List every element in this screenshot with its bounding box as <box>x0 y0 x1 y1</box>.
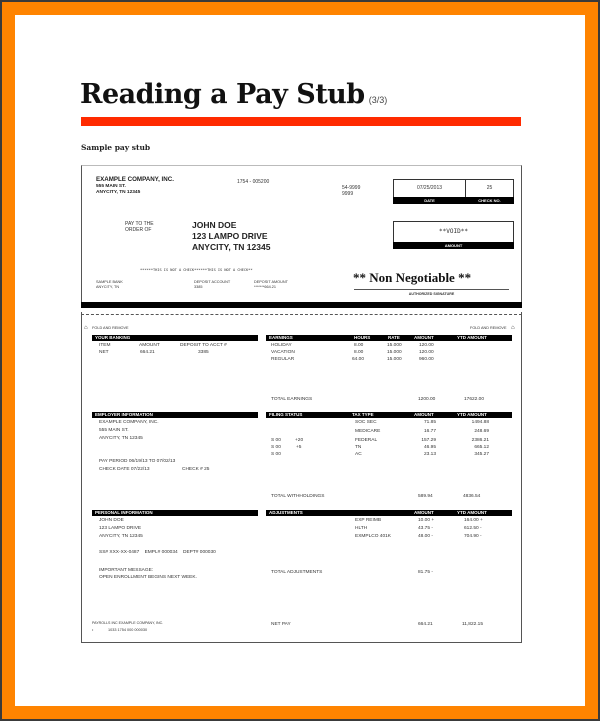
tax-ytd: 665.12 <box>474 445 489 450</box>
page-title: Reading a Pay Stub (3/3) <box>80 79 388 110</box>
check-no-value: 25 <box>486 185 493 191</box>
net-pay-label: NET PAY <box>271 622 291 627</box>
adjustment-ytd: 612.50 - <box>464 526 482 531</box>
pay-stub <box>81 312 522 643</box>
deposit-amount-value: *******664.21 <box>254 285 276 289</box>
payee-name: JOHN DOE <box>192 220 237 230</box>
your-banking-header: YOUR BANKING <box>92 335 258 341</box>
filing-status-allowance: +20 <box>295 438 304 443</box>
tax-ytd: 2386.21 <box>471 438 489 443</box>
routing-top: 54-9999 <box>342 185 361 191</box>
message-label: IMPORTANT MESSAGE: <box>99 568 154 573</box>
earnings-row-label: HOLIDAY <box>271 343 292 348</box>
filing-status-row: S 00 <box>271 452 281 457</box>
tax-amount: 16.77 <box>423 429 436 434</box>
routing-bottom: 9999 <box>342 191 354 197</box>
filing-status-allowance: +5 <box>296 445 302 450</box>
deposit-amount-label: DEPOSIT AMOUNT <box>254 280 288 284</box>
tax-amount: 46.95 <box>423 445 436 450</box>
earnings-row-rate: 15.000 <box>387 350 402 355</box>
total-earnings-amount: 1200.00 <box>418 397 436 402</box>
tax-amount: 71.85 <box>423 420 436 425</box>
adjustment-ytd: 704.90 - <box>464 534 482 539</box>
amount-box <box>393 221 514 243</box>
tax-amount: 157.29 <box>421 438 436 443</box>
footer-line-1: PAYROLLS INC EXAMPLE COMPANY, INC. <box>92 621 164 625</box>
check-no-label: CHECK NO. <box>465 197 514 204</box>
personal-line: ANYCITY, TN 12345 <box>99 534 143 539</box>
total-earnings-ytd: 17622.00 <box>464 397 485 402</box>
pay-to-label-1: PAY TO THE <box>125 221 154 227</box>
net-pay-amount: 664.21 <box>418 622 433 627</box>
total-adjustments-amount: 81.75 - <box>418 570 433 575</box>
tax-ytd: 345.27 <box>474 452 489 457</box>
footer-line-2: 1033 1754 000 000030 <box>108 628 148 632</box>
page-border <box>2 2 598 719</box>
check-code: 1754 - 005200 <box>237 179 270 185</box>
earnings-row-rate: 15.000 <box>387 357 402 362</box>
tax-type: TN <box>355 445 362 450</box>
amount-label: AMOUNT <box>393 242 514 249</box>
banking-row-account: 3385 <box>198 350 209 355</box>
total-withholdings-label: TOTAL WITHHOLDINGS <box>271 494 325 499</box>
tax-ytd: 1494.88 <box>471 420 489 425</box>
tax-type: MEDICARE <box>355 429 381 434</box>
amount-value: **VOID** <box>439 228 468 235</box>
check <box>81 165 522 303</box>
earnings-header: EARNINGS HOURS RATE AMOUNT YTD AMOUNT <box>266 335 512 341</box>
adjustment-type: EXMPLCO 401K <box>355 534 391 539</box>
tax-type: FEDERAL <box>355 438 378 443</box>
pay-period: PAY PERIOD 06/19/13 TO 07/02/13 <box>99 459 176 464</box>
page-part: (3/3) <box>368 95 388 105</box>
total-withholdings-ytd: 4836.54 <box>463 494 481 499</box>
section-subtitle: Sample pay stub <box>81 143 151 152</box>
adjustment-amount: 10.00 + <box>418 518 435 523</box>
bank-city: ANYCITY, TN <box>96 285 120 289</box>
accent-bar <box>81 117 521 126</box>
signature-line <box>354 289 509 290</box>
banking-col-amount: AMOUNT <box>139 343 160 348</box>
deposit-account-label: DEPOSIT ACCOUNT <box>194 280 231 284</box>
net-pay-ytd: 11,822.15 <box>462 622 483 627</box>
payee-street: 123 LAMPO DRIVE <box>192 231 268 241</box>
signature-label: AUTHORIZED SIGNATURE <box>408 292 455 296</box>
fold-remove-left: ⌂ FOLD AND REMOVE <box>84 325 129 331</box>
not-a-check-notice: ******THIS IS NOT A CHECK******THIS IS NOT A CHECK** <box>140 268 253 272</box>
employer-line: ANYCITY, TN 12345 <box>99 436 143 441</box>
non-negotiable-stamp: ** Non Negotiable ** <box>353 270 472 285</box>
check-number: CHECK # 25 <box>182 467 210 472</box>
company-street: 555 MAIN ST. <box>96 184 126 189</box>
check-no-box <box>465 179 514 198</box>
earnings-row-hours: 8.00 <box>354 350 364 355</box>
banking-col-deposit: DEPOSIT TO ACCT # <box>180 343 227 348</box>
earnings-row-amount: 120.00 <box>419 343 434 348</box>
tax-amount: 23.13 <box>423 452 436 457</box>
bank-name: SAMPLE BANK <box>96 280 123 284</box>
total-withholdings-amount: 589.94 <box>418 494 433 499</box>
filing-status-row: S 00 <box>271 438 281 443</box>
date-value: 07/25/2013 <box>416 185 443 191</box>
fold-remove-right: FOLD AND REMOVE ⌂ <box>470 325 515 331</box>
total-adjustments-label: TOTAL ADJUSTMENTS <box>271 570 323 575</box>
adjustment-type: EXP REIMB <box>355 518 382 523</box>
banking-col-item: ITEM <box>99 343 111 348</box>
tax-type: SOC SEC <box>355 420 377 425</box>
earnings-row-label: REGULAR <box>271 357 295 362</box>
adjustment-amount: 43.75 - <box>418 526 433 531</box>
earnings-row-rate: 15.000 <box>387 343 402 348</box>
personal-info-header: PERSONAL INFORMATION <box>92 510 258 516</box>
earnings-row-label: VACATION <box>271 350 295 355</box>
check-bottom-band <box>81 302 522 308</box>
banking-row-amount: 664.21 <box>140 350 155 355</box>
employee-ids: SS# XXX-XX-0487 EMPL# 000034 DEPT# 000030 <box>99 550 216 555</box>
earnings-row-hours: 8.00 <box>354 343 364 348</box>
company-name: EXAMPLE COMPANY, INC. <box>96 176 174 183</box>
adjustments-header: ADJUSTMENTS AMOUNT YTD AMOUNT <box>266 510 512 516</box>
adjustment-type: HLTH <box>355 526 368 531</box>
adjustment-ytd: 164.00 + <box>464 518 483 523</box>
check-date: CHECK DATE 07/22/13 <box>99 467 150 472</box>
house-icon: ⌂ <box>84 325 88 331</box>
filing-status-row: S 00 <box>271 445 281 450</box>
filing-status-header: FILING STATUS TAX TYPE AMOUNT YTD AMOUNT <box>266 412 512 418</box>
earnings-row-amount: 960.00 <box>419 357 434 362</box>
personal-line: JOHN DOE <box>99 518 124 523</box>
earnings-row-amount: 120.00 <box>419 350 434 355</box>
tax-type: AC <box>355 452 362 457</box>
company-city: ANYCITY, TN 12345 <box>96 190 141 195</box>
tax-ytd: 248.69 <box>474 429 489 434</box>
payee-city: ANYCITY, TN 12345 <box>192 242 271 252</box>
total-earnings-label: TOTAL EARNINGS <box>271 397 313 402</box>
employer-line: 555 MAIN ST. <box>99 428 129 433</box>
employer-info-header: EMPLOYER INFORMATION <box>92 412 258 418</box>
banking-row-item: NET <box>99 350 109 355</box>
house-icon: ⌂ <box>510 325 515 331</box>
earnings-row-hours: 64.00 <box>352 357 365 362</box>
important-message: OPEN ENROLLMENT BEGINS NEXT WEEK. <box>99 575 197 580</box>
page <box>15 15 585 706</box>
date-box <box>393 179 466 198</box>
adjustment-amount: 48.00 - <box>418 534 433 539</box>
pay-to-label-2: ORDER OF <box>125 227 152 233</box>
footer-mark: • <box>92 628 94 632</box>
employer-line: EXAMPLE COMPANY, INC. <box>99 420 159 425</box>
date-label: DATE <box>393 197 466 204</box>
personal-line: 123 LAMPO DRIVE <box>99 526 142 531</box>
deposit-account-value: 3385 <box>194 285 203 289</box>
